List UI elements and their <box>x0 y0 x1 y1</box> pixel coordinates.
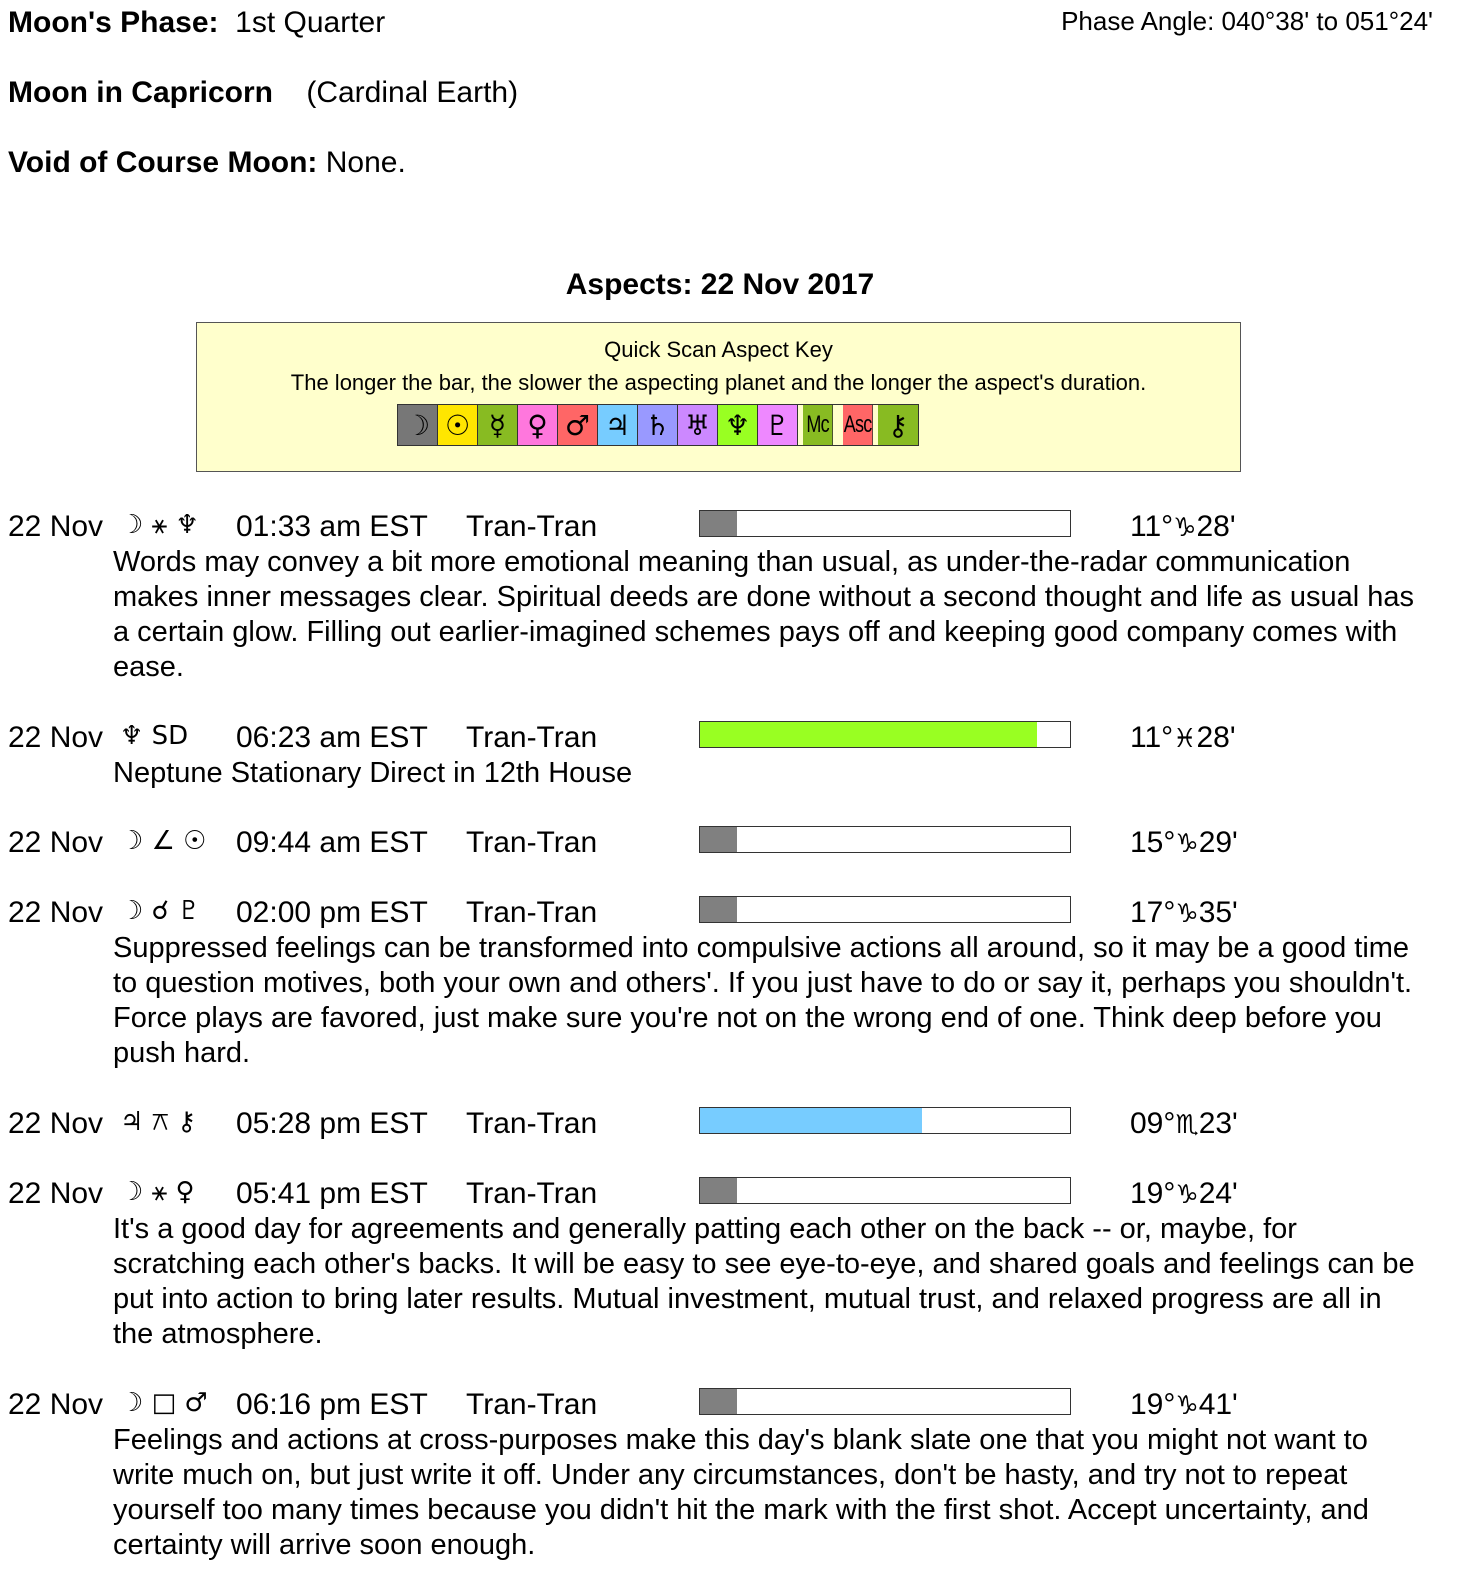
moon-icon: ☽ <box>398 405 438 445</box>
phase-angle: Phase Angle: 040°38' to 051°24' <box>1061 6 1433 36</box>
aspect-degree-value: 15° <box>1130 826 1176 859</box>
aspect-degree <box>1130 721 1236 755</box>
aspect-time: 02:00 pm EST <box>236 896 428 929</box>
aspect-type: Tran-Tran <box>466 896 598 929</box>
duration-bar <box>699 1107 1071 1134</box>
duration-bar <box>699 1177 1071 1204</box>
mars-icon: ♂ <box>558 405 598 445</box>
aspect-date: 22 Nov <box>8 721 104 754</box>
duration-bar-fill <box>700 1389 737 1414</box>
aspect-degree-minutes: 23' <box>1198 1107 1238 1140</box>
moon-sign-element: (Cardinal Earth) <box>306 76 519 109</box>
zodiac-sign-icon: ♑ <box>1175 1180 1199 1210</box>
aspect-entry <box>0 826 1461 860</box>
aspect-date: 22 Nov <box>8 510 104 543</box>
aspect-degree <box>1130 896 1238 930</box>
chiron-icon: ⚷ <box>878 405 918 445</box>
aspect-entry <box>0 1177 1461 1352</box>
aspect-row <box>0 1177 1461 1211</box>
aspect-degree-minutes: 41' <box>1198 1388 1238 1421</box>
duration-bar <box>699 1388 1071 1415</box>
aspect-type: Tran-Tran <box>466 1388 598 1421</box>
aspect-time: 01:33 am EST <box>236 510 428 543</box>
aspect-degree <box>1130 510 1236 544</box>
aspect-time: 05:41 pm EST <box>236 1177 428 1210</box>
aspect-row <box>0 826 1461 860</box>
aspect-time: 09:44 am EST <box>236 826 428 859</box>
aspect-date: 22 Nov <box>8 1107 104 1140</box>
aspect-key-title: Quick Scan Aspect Key <box>604 337 833 362</box>
aspect-glyphs: ☽ ⚹ ♆ <box>120 510 199 540</box>
aspect-row <box>0 896 1461 930</box>
aspect-key-description: The longer the bar, the slower the aspecting planet and the longer the aspect's duration. <box>290 370 1147 395</box>
aspect-glyphs: ☽ ☌ ♇ <box>120 896 201 926</box>
aspect-degree-value: 09° <box>1130 1107 1176 1140</box>
aspect-time: 05:28 pm EST <box>236 1107 428 1140</box>
moon-phase-line <box>8 6 385 40</box>
aspect-degree-minutes: 29' <box>1198 826 1238 859</box>
aspect-row <box>0 510 1461 544</box>
aspect-description: It's a good day for agreements and generally patting each other on the back -- or, maybe, for scratching each other's backs. It will be easy to see eye-to-eye, and shared goals and feelings can be put into action to bring later results. Mutual investment, mutual trust, and relaxed progress are all in the atmosphere. <box>113 1213 1415 1350</box>
void-of-course-line <box>8 146 406 180</box>
aspect-type: Tran-Tran <box>466 721 598 754</box>
aspect-entry <box>0 1107 1461 1141</box>
aspect-description: Suppressed feelings can be transformed into compulsive actions all around, so it may be a good time to question motives, both your own and others'. If you just have to do or say it, perhaps you shouldn't. Force plays are favored, just make sure you're not on the wrong end of one. Think deep before you push hard. <box>113 932 1413 1069</box>
moon-sign-label: Moon in Capricorn <box>8 76 273 109</box>
zodiac-sign-icon: ♓ <box>1173 724 1197 754</box>
pluto-icon: ♇ <box>758 405 798 445</box>
aspect-date: 22 Nov <box>8 1388 104 1421</box>
aspects-title: Aspects: 22 Nov 2017 <box>565 268 875 301</box>
duration-bar <box>699 721 1071 748</box>
aspect-degree-value: 19° <box>1130 1177 1176 1210</box>
aspect-glyphs: ♆ SD <box>120 721 189 751</box>
moon-phase-value: 1st Quarter <box>235 6 386 39</box>
saturn-icon: ♄ <box>638 405 678 445</box>
aspect-type: Tran-Tran <box>466 510 598 543</box>
aspect-degree <box>1130 1388 1238 1422</box>
aspect-type: Tran-Tran <box>466 1177 598 1210</box>
moon-sign-line <box>8 76 518 110</box>
neptune-icon: ♆ <box>718 405 758 445</box>
zodiac-sign-icon: ♑ <box>1175 899 1199 929</box>
duration-bar <box>699 896 1071 923</box>
void-value: None. <box>325 146 406 179</box>
zodiac-sign-icon: ♑ <box>1175 1391 1199 1421</box>
zodiac-sign-icon: ♑ <box>1175 829 1199 859</box>
aspect-date: 22 Nov <box>8 1177 104 1210</box>
aspect-degree-value: 11° <box>1130 510 1174 543</box>
venus-icon: ♀ <box>518 405 558 445</box>
aspect-degree-minutes: 28' <box>1196 721 1236 754</box>
duration-bar-fill <box>700 827 737 852</box>
zodiac-sign-icon: ♏ <box>1175 1110 1199 1140</box>
aspect-date: 22 Nov <box>8 826 104 859</box>
aspect-degree <box>1130 1107 1238 1141</box>
aspect-key-box <box>196 322 1241 472</box>
duration-bar-fill <box>700 722 1037 747</box>
aspect-time: 06:16 pm EST <box>236 1388 428 1421</box>
aspect-degree-value: 19° <box>1130 1388 1176 1421</box>
aspect-entry <box>0 1388 1461 1563</box>
duration-bar-fill <box>700 1178 737 1203</box>
aspect-time: 06:23 am EST <box>236 721 428 754</box>
aspect-row <box>0 1388 1461 1422</box>
sun-icon: ☉ <box>438 405 478 445</box>
aspect-description: Neptune Stationary Direct in 12th House <box>113 757 633 789</box>
aspect-row <box>0 1107 1461 1141</box>
aspect-description: Words may convey a bit more emotional meaning than usual, as under-the-radar communication makes inner messages clear. Spiritual deeds are done without a second thought and life as usual has a certain glow. Filling out earlier-imagined schemes pays off and keeping good company comes with ease. <box>113 546 1414 683</box>
aspect-entry <box>0 510 1461 685</box>
duration-bar-fill <box>700 511 737 536</box>
aspect-type: Tran-Tran <box>466 826 598 859</box>
ascendant-icon: Asc <box>843 405 873 445</box>
aspect-type: Tran-Tran <box>466 1107 598 1140</box>
aspect-degree-value: 17° <box>1130 896 1176 929</box>
duration-bar <box>699 826 1071 853</box>
aspect-degree <box>1130 826 1238 860</box>
zodiac-sign-icon: ♑ <box>1173 513 1197 543</box>
aspect-glyphs: ♃ ⚻ ⚷ <box>120 1107 197 1137</box>
mercury-icon: ☿ <box>478 405 518 445</box>
void-label: Void of Course Moon: <box>8 146 318 179</box>
aspect-key-strip <box>397 404 919 446</box>
aspect-glyphs: ☽ ⚹ ♀ <box>120 1177 195 1207</box>
jupiter-icon: ♃ <box>598 405 638 445</box>
aspect-degree-minutes: 24' <box>1198 1177 1238 1210</box>
aspect-description: Feelings and actions at cross-purposes make this day's blank slate one that you might not want to write much on, but just write it off. Under any circumstances, don't be hasty, and try not to repeat yourself too many times because you didn't hit the mark with the first shot. Accept uncertainty, and certainty will arrive soon enough. <box>113 1424 1369 1561</box>
duration-bar-fill <box>700 897 737 922</box>
aspect-degree-value: 11° <box>1130 721 1174 754</box>
midheaven-icon: Mc <box>803 405 833 445</box>
duration-bar <box>699 510 1071 537</box>
duration-bar-fill <box>700 1108 922 1133</box>
uranus-icon: ♅ <box>678 405 718 445</box>
aspect-date: 22 Nov <box>8 896 104 929</box>
aspect-entry <box>0 721 1461 791</box>
aspect-degree-minutes: 35' <box>1198 896 1238 929</box>
aspect-degree-minutes: 28' <box>1196 510 1236 543</box>
aspect-row <box>0 721 1461 755</box>
aspect-glyphs: ☽ ∠ ☉ <box>120 826 207 856</box>
moon-phase-label: Moon's Phase: <box>8 6 219 39</box>
aspect-glyphs: ☽ □ ♂ <box>120 1388 208 1418</box>
aspect-entry <box>0 896 1461 1071</box>
aspect-degree <box>1130 1177 1238 1211</box>
